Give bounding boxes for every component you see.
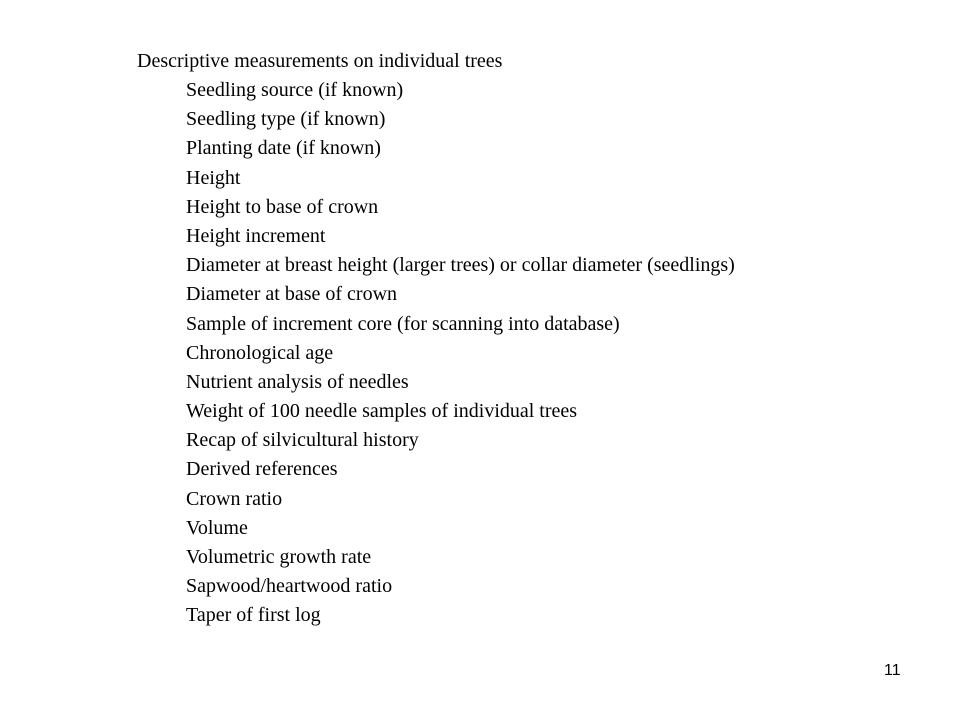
list-item: Diameter at base of crown (186, 283, 398, 306)
list-item: Diameter at breast height (larger trees) or collar diameter (seedlings) (186, 254, 735, 277)
list-item: Derived references (186, 458, 338, 481)
list-item: Seedling source (if known) (186, 79, 404, 101)
list-item: Height to base of crown (186, 195, 379, 218)
list-item: Weight of 100 needle samples of individual trees (186, 400, 578, 423)
list-item: Recap of silvicultural history (186, 429, 419, 452)
list-item: Height increment (186, 224, 326, 247)
list-item: Taper of first log (186, 604, 321, 627)
list-item: Height (186, 166, 241, 189)
list-item: Seedling type (if known) (186, 108, 386, 131)
list-item: Crown ratio (186, 487, 283, 510)
list-item: Volumetric growth rate (186, 546, 372, 568)
page-number: 11 (884, 662, 901, 679)
list-item: Volume (186, 516, 248, 539)
slide-heading: Descriptive measurements on individual trees (137, 50, 503, 72)
list-item: Nutrient analysis of needles (186, 370, 409, 393)
list-item: Sapwood/heartwood ratio (186, 575, 393, 598)
list-item: Planting date (if known) (186, 137, 381, 160)
slide-content (137, 47, 735, 631)
measurement-list (137, 76, 735, 631)
list-item: Chronological age (186, 341, 334, 364)
list-item: Sample of increment core (for scanning into database) (186, 312, 620, 335)
